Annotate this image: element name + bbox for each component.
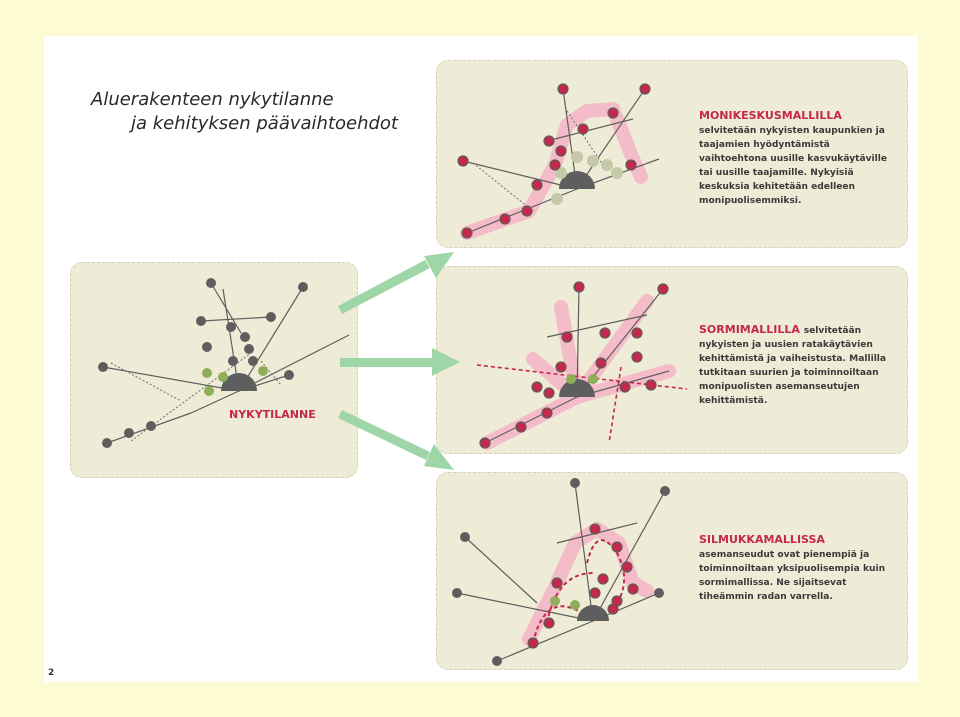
multi-center-description [699,109,899,208]
panel-loop-model [436,472,908,670]
loop-model-heading: SILMUKKAMALLISSA [699,533,825,546]
page-number: 2 [48,668,55,678]
network-diagram-current [71,263,359,479]
finger-model-heading: SORMIMALLILLA [699,323,804,336]
finger-model-body: selvitetään nykyisten ja uusien ratakäytävien kehittämistä ja vaiheistusta. Mallilla tutkitaan suurien ja toiminnoiltaan monipuolisten asemanseutujen kehittämistä. [699,326,887,406]
loop-model-body: asemanseudut ovat pienempiä ja toiminnoiltaan yksipuolisempia kuin sormimallissa. Ne sijaitsevat tiheämmin radan varrella. [699,550,886,602]
panel-current-state [70,262,358,478]
title-line-2: ja kehityksen päävaihtoehdot [131,113,399,134]
network-diagram-finger [437,267,697,455]
panel-finger-model [436,266,908,454]
multi-center-heading: MONIKESKUSMALLILLA [699,109,842,122]
network-diagram-multi [437,61,697,249]
network-diagram-loop [437,473,697,671]
panel-multi-center-model [436,60,908,248]
multi-center-body: selvitetään nykyisten kaupunkien ja taajamien hyödyntämistä vaihtoehtona uusille kasvukäytäville tai uusille taajamille. Nykyisiä keskuksia kehitetään edelleen monipuolisemmiksi. [699,126,888,206]
page [44,36,918,682]
title-line-1: Aluerakenteen nykytilanne [91,89,334,110]
loop-model-description [699,533,899,604]
current-state-label: NYKYTILANNE [229,408,316,421]
finger-model-description [699,323,899,408]
page-title [91,88,398,136]
